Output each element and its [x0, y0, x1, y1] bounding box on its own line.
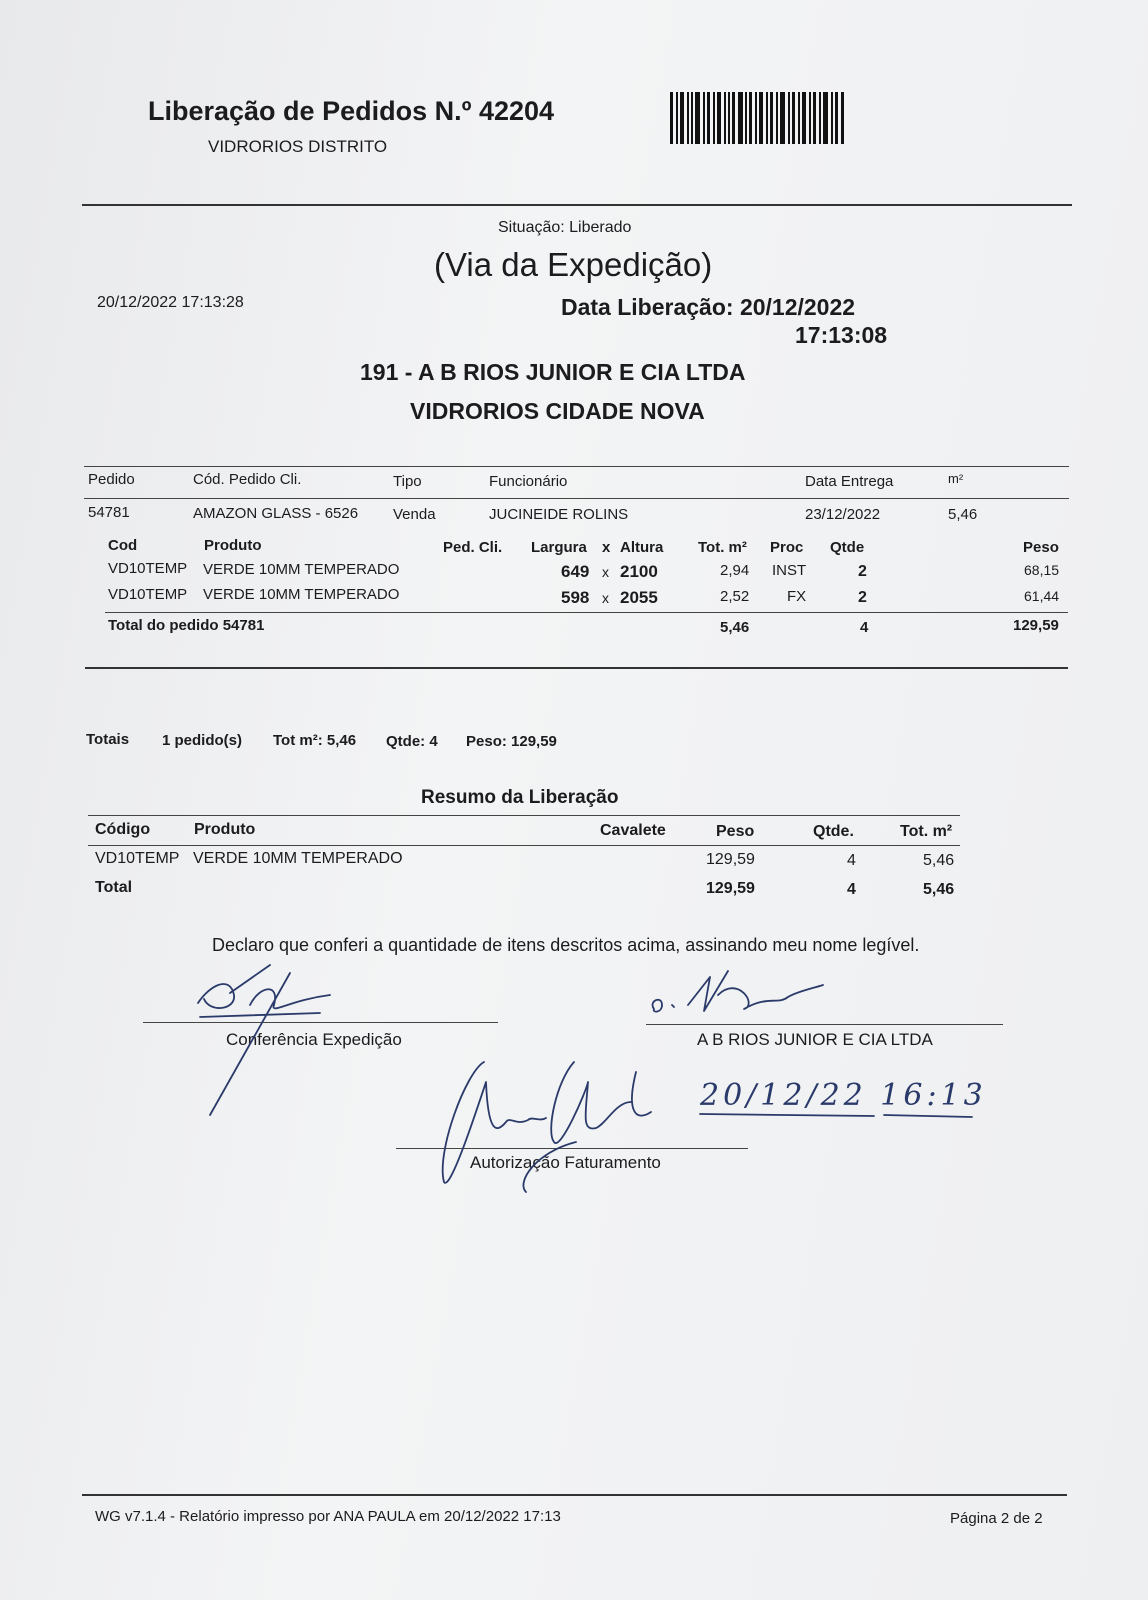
- item-largura: 598: [561, 588, 590, 607]
- declaration-text: Declaro que conferi a quantidade de itens descritos acima, assinando meu nome legível.: [212, 935, 920, 955]
- status-text: Situação: Liberado: [498, 219, 632, 236]
- totals-qtde: Qtde: 4: [386, 733, 438, 750]
- order-pedido: 54781: [88, 504, 130, 521]
- order-funcionario: JUCINEIDE ROLINS: [489, 506, 629, 523]
- client-signature: [648, 965, 828, 1025]
- col-ped-cli: Ped. Cli.: [443, 539, 503, 556]
- summary-qtde: 4: [847, 852, 856, 869]
- summary-header-rule: [88, 845, 960, 846]
- release-date: Data Liberação: 20/12/2022: [561, 294, 856, 320]
- item-x: x: [602, 564, 609, 580]
- header-divider: [82, 204, 1072, 206]
- totals-peso: Peso: 129,59: [466, 733, 557, 750]
- col-cod: Cod: [108, 537, 138, 554]
- item-cod: VD10TEMP: [108, 560, 188, 577]
- footer-page-number: Página 2 de 2: [950, 1510, 1043, 1527]
- summary-total-label: Total: [95, 879, 133, 896]
- item-x: x: [602, 590, 609, 606]
- order-data-entrega: 23/12/2022: [805, 506, 881, 523]
- order-total-m2: 5,46: [720, 619, 750, 636]
- col-m2: m²: [948, 471, 964, 486]
- summary-tot-m2: 5,46: [923, 852, 955, 869]
- summary-col-produto: Produto: [194, 821, 256, 838]
- item-largura: 649: [561, 562, 590, 581]
- col-qtde: Qtde: [830, 539, 865, 556]
- client-store: VIDRORIOS CIDADE NOVA: [410, 398, 705, 424]
- summary-col-peso: Peso: [716, 823, 755, 840]
- item-proc: FX: [787, 588, 807, 605]
- summary-title: Resumo da Liberação: [421, 787, 619, 808]
- col-funcionario: Funcionário: [489, 473, 568, 490]
- footer-printed-by: WG v7.1.4 - Relatório impresso por ANA PAULA em 20/12/2022 17:13: [95, 1508, 561, 1525]
- item-tot-m2: 2,94: [720, 562, 750, 579]
- footer-divider: [82, 1494, 1067, 1496]
- summary-col-cavalete: Cavalete: [600, 822, 666, 839]
- client-name: 191 - A B RIOS JUNIOR E CIA LTDA: [360, 359, 746, 385]
- col-tot-m2: Tot. m²: [698, 539, 747, 556]
- handwritten-date: 20/12/22 16:13: [700, 1078, 987, 1113]
- summary-col-tot-m2: Tot. m²: [900, 823, 953, 840]
- summary-top-rule: [88, 815, 960, 816]
- item-cod: VD10TEMP: [108, 586, 188, 603]
- col-peso: Peso: [1023, 539, 1059, 556]
- via-label: (Via da Expedição): [434, 246, 713, 283]
- autorizacao-label: Autorização Faturamento: [470, 1153, 661, 1172]
- totals-m2: Tot m²: 5,46: [273, 732, 357, 749]
- items-total-rule: [105, 612, 1068, 613]
- totals-label: Totais: [86, 731, 130, 748]
- summary-col-codigo: Código: [95, 821, 151, 838]
- totals-pedidos: 1 pedido(s): [162, 732, 243, 749]
- col-cod-pedido-cli: Cód. Pedido Cli.: [193, 471, 302, 488]
- barcode: [670, 92, 844, 144]
- item-tot-m2: 2,52: [720, 588, 750, 605]
- col-altura: Altura: [620, 539, 664, 556]
- printed-datetime: 20/12/2022 17:13:28: [97, 294, 244, 311]
- col-largura: Largura: [531, 539, 587, 556]
- col-tipo: Tipo: [393, 473, 422, 490]
- conferencia-label: Conferência Expedição: [226, 1030, 402, 1049]
- item-altura: 2055: [620, 588, 658, 607]
- col-proc: Proc: [770, 539, 804, 556]
- item-produto: VERDE 10MM TEMPERADO: [203, 586, 400, 603]
- autorizacao-signature: [436, 1062, 666, 1192]
- summary-total-qtde: 4: [847, 881, 856, 898]
- company-name: VIDRORIOS DISTRITO: [208, 137, 388, 156]
- order-total-peso: 129,59: [1013, 617, 1059, 634]
- summary-produto: VERDE 10MM TEMPERADO: [193, 850, 403, 867]
- item-produto: VERDE 10MM TEMPERADO: [203, 561, 400, 578]
- client-signature-label: A B RIOS JUNIOR E CIA LTDA: [697, 1030, 933, 1049]
- order-cod-cli: AMAZON GLASS - 6526: [193, 505, 359, 522]
- order-section-divider: [85, 667, 1068, 669]
- order-m2: 5,46: [948, 506, 978, 523]
- item-peso: 61,44: [1024, 588, 1060, 604]
- item-qtde: 2: [858, 563, 867, 580]
- col-pedido: Pedido: [88, 471, 135, 488]
- col-produto: Produto: [204, 537, 262, 554]
- order-total-qtde: 4: [860, 619, 869, 636]
- order-tipo: Venda: [393, 506, 436, 523]
- order-table-top-rule: [84, 466, 1069, 467]
- summary-col-qtde: Qtde.: [813, 823, 854, 840]
- order-table-header-rule: [84, 498, 1069, 499]
- document-title: Liberação de Pedidos N.º 42204: [148, 96, 555, 126]
- item-peso: 68,15: [1024, 562, 1060, 578]
- item-qtde: 2: [858, 589, 867, 606]
- summary-total-m2: 5,46: [923, 881, 955, 898]
- col-data-entrega: Data Entrega: [805, 473, 894, 490]
- order-total-label: Total do pedido 54781: [108, 617, 265, 634]
- conferencia-signature: [190, 955, 340, 1115]
- col-x: x: [602, 539, 611, 556]
- release-time: 17:13:08: [795, 322, 888, 348]
- item-altura: 2100: [620, 562, 658, 581]
- summary-peso: 129,59: [706, 851, 755, 868]
- summary-total-peso: 129,59: [706, 880, 755, 897]
- summary-codigo: VD10TEMP: [95, 850, 180, 867]
- item-proc: INST: [772, 562, 807, 579]
